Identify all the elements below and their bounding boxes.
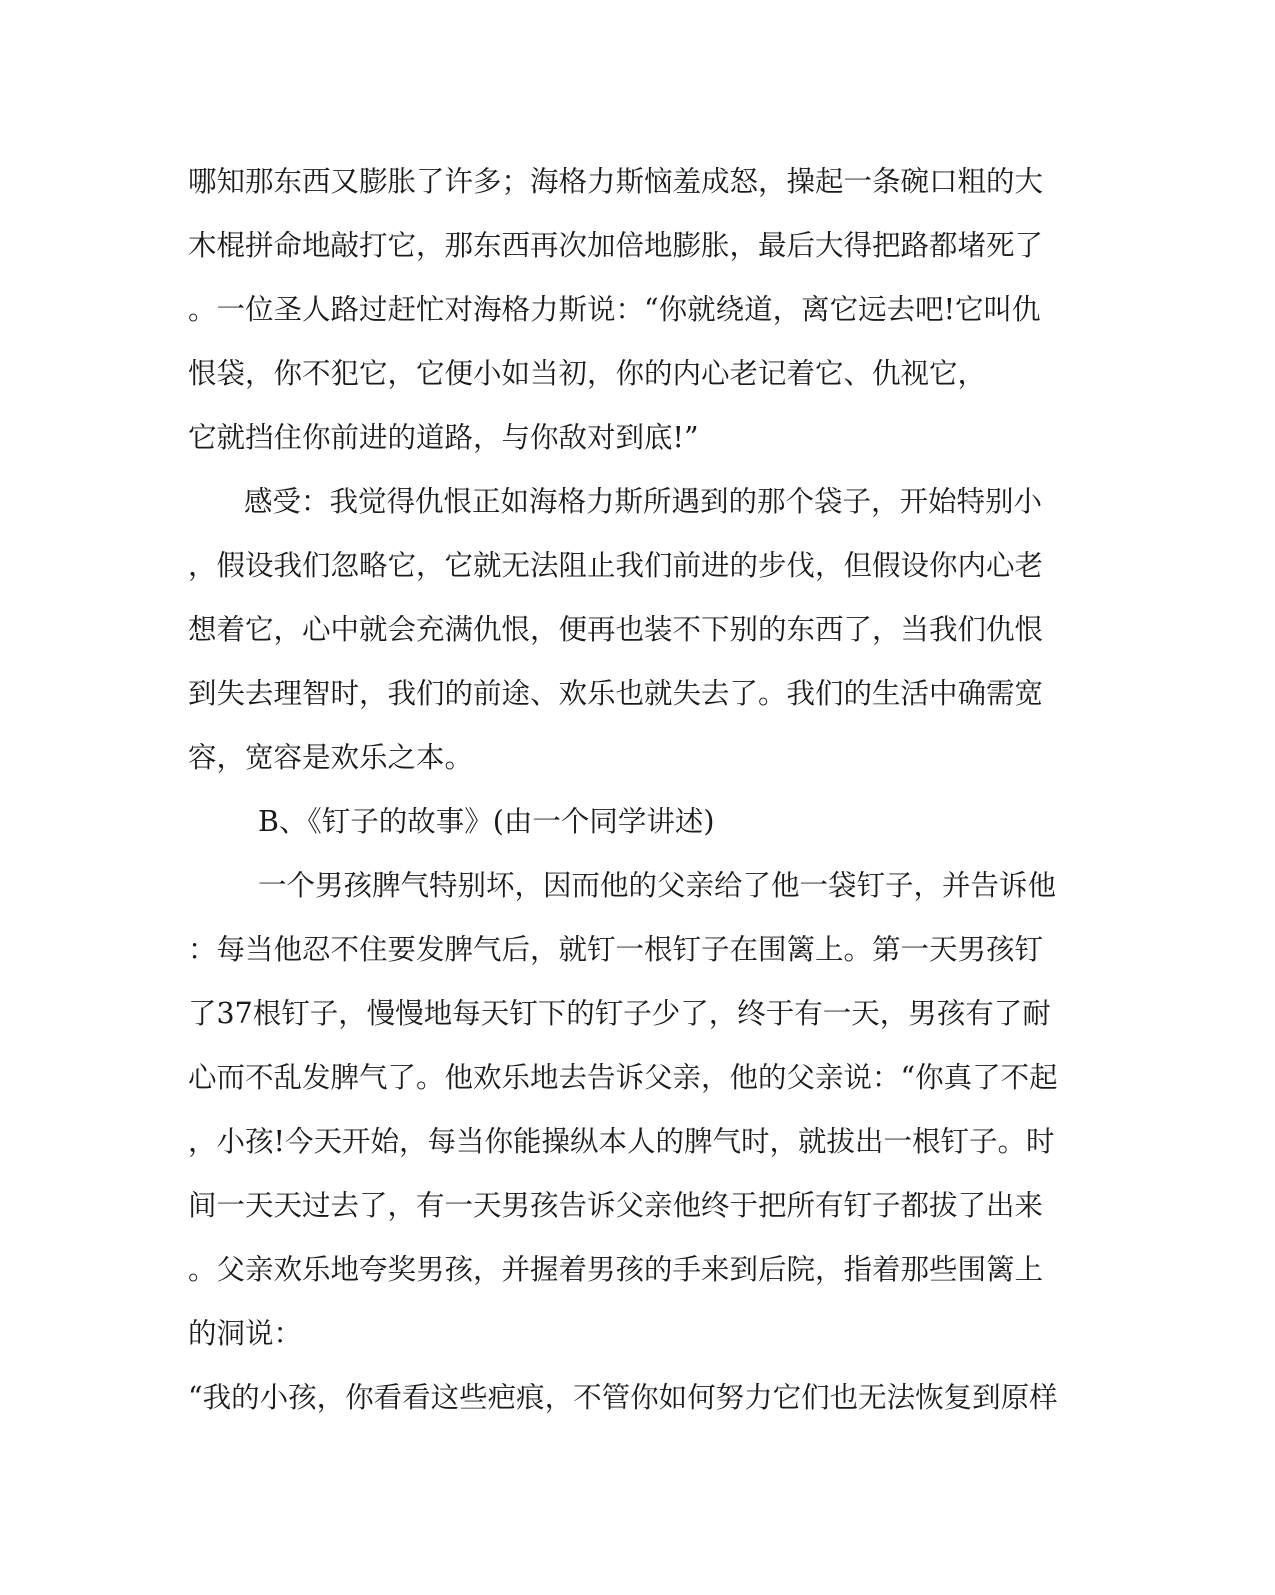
text-line: 。父亲欢乐地夸奖男孩，并握着男孩的手来到后院，指着那些围篱上 (188, 1253, 1044, 1286)
text-line: 了37根钉子，慢慢地每天钉下的钉子少了，终于有一天，男孩有了耐 (188, 997, 1051, 1030)
text-line: 想着它，心中就会充满仇恨，便再也装不下别的东西了，当我们仇恨 (188, 613, 1044, 646)
text-line: 容，宽容是欢乐之本。 (188, 741, 474, 774)
text-line: 间一天天过去了，有一天男孩告诉父亲他终于把所有钉子都拔了出来 (188, 1189, 1044, 1222)
text-line: 它就挡住你前进的道路，与你敌对到底!” (188, 421, 699, 454)
text-line: 恨袋，你不犯它，它便小如当初，你的内心老记着它、仇视它， (188, 357, 987, 390)
text-line: 感受：我觉得仇恨正如海格力斯所遇到的那个袋子，开始特别小 (244, 485, 1043, 518)
text-line: 木棍拼命地敲打它，那东西再次加倍地膨胀，最后大得把路都堵死了 (188, 229, 1044, 262)
text-line: 的洞说： (188, 1317, 303, 1350)
text-line: 心而不乱发脾气了。他欢乐地去告诉父亲，他的父亲说：“你真了不起 (188, 1061, 1058, 1094)
text-line: “我的小孩，你看看这些疤痕，不管你如何努力它们也无法恢复到原样 (188, 1381, 1058, 1414)
text-line: ，假设我们忽略它，它就无法阻止我们前进的步伐，但假设你内心老 (188, 549, 1044, 582)
text-line: 到失去理智时，我们的前途、欢乐也就失去了。我们的生活中确需宽 (188, 677, 1044, 710)
text-line: 哪知那东西又膨胀了许多；海格力斯恼羞成怒，操起一条碗口粗的大 (188, 165, 1044, 198)
text-line: ，小孩!今天开始，每当你能操纵本人的脾气时，就拔出一根钉子。时 (188, 1125, 1055, 1158)
text-line: 。一位圣人路过赶忙对海格力斯说：“你就绕道，离它远去吧!它叫仇 (188, 293, 1041, 326)
section-heading: B、《钉子的故事》(由一个同学讲述) (258, 805, 715, 838)
text-line: 一个男孩脾气特别坏，因而他的父亲给了他一袋钉子，并告诉他 (258, 869, 1057, 902)
text-line: ：每当他忍不住要发脾气后，就钉一根钉子在围篱上。第一天男孩钉 (188, 933, 1044, 966)
